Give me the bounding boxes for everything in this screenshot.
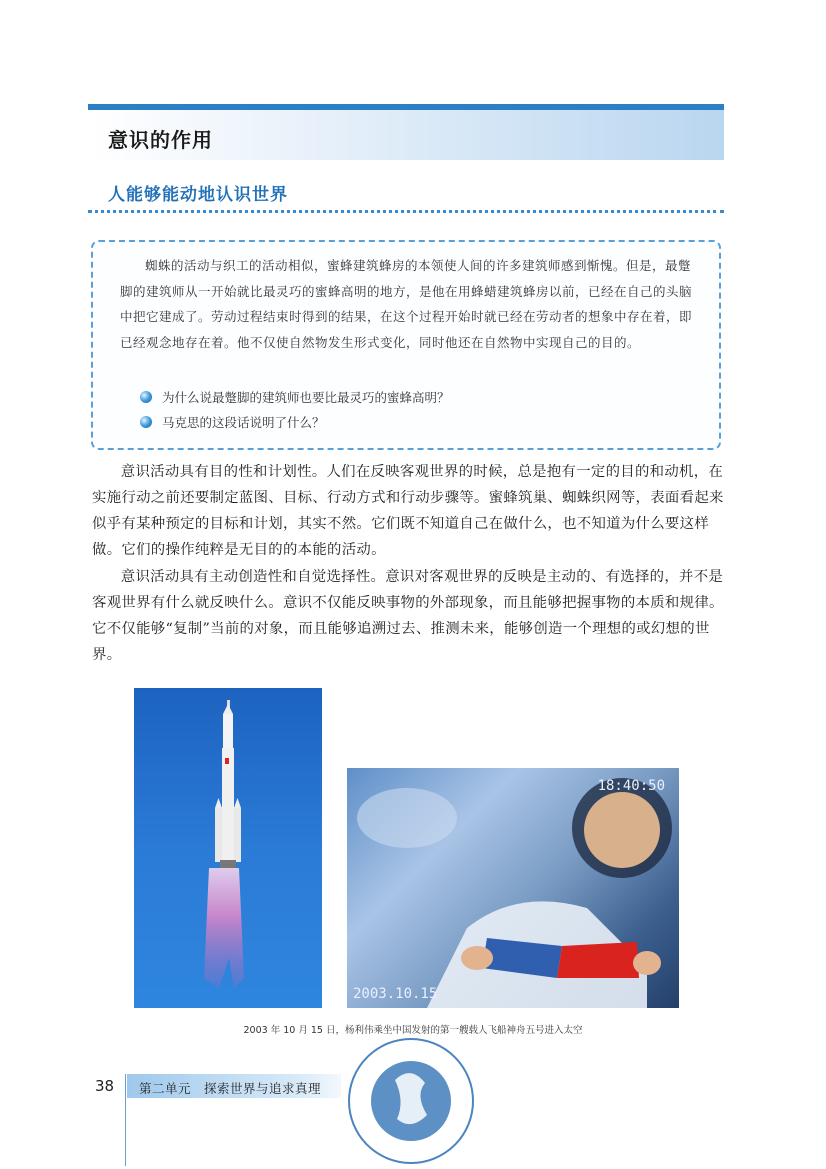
photo-date-stamp: 2003.10.15 xyxy=(353,986,438,1002)
quote-text: 蜘蛛的活动与织工的活动相似，蜜蜂建筑蜂房的本领使人间的许多建筑师感到惭愧。但是，最蹩脚的建筑师从一开始就比最灵巧的蜜蜂高明的地方，是他在用蜂蜡建筑蜂房以前，已经在自己的头脑中把它建成了。劳动过程结束时得到的结果，在这个过程开始时就已经在劳动者的想象中存在着，即已经观念地存在着。他不仅使自然物发生形式变化，同时他还在自然物中实现自己的目的。 xyxy=(120,258,693,350)
rocket-launch-photo xyxy=(134,688,322,1008)
astronaut-photo xyxy=(347,768,679,1008)
question-text: 马克思的这段话说明了什么？ xyxy=(162,415,325,430)
question-item xyxy=(140,412,325,432)
body-paragraph: 意识活动具有主动创造性和自觉选择性。意识对客观世界的反映是主动的、有选择的，并不是客观世界有什么就反映什么。意识不仅能反映事物的外部现象，而且能够把握事物的本质和规律。它不仅能够“复制”当前的对象，而且能够追溯过去、推测未来，能够创造一个理想的或幻想的世界。 xyxy=(92,569,724,663)
section-title: 人能够能动地认识世界 xyxy=(108,185,288,205)
question-text: 为什么说最蹩脚的建筑师也要比最灵巧的蜜蜂高明？ xyxy=(162,390,450,405)
figure-caption: 2003 年 10 月 15 日，杨利伟乘坐中国发射的第一艘载人飞船神舟五号进入太空 xyxy=(243,1025,583,1036)
rocket-illustration xyxy=(134,688,322,1008)
astronaut-illustration xyxy=(347,768,679,1008)
question-item xyxy=(140,387,450,407)
chapter-title: 意识的作用 xyxy=(108,128,213,152)
body-paragraph: 意识活动具有目的性和计划性。人们在反映客观世界的时候，总是抱有一定的目的和动机，在实施行动之前还要制定蓝图、目标、行动方式和行动步骤等。蜜蜂筑巢、蜘蛛织网等，表面看起来似乎有某种预定的目标和计划，其实不然。它们既不知道自己在做什么，也不知道为什么要这样做。它们的操作纯粹是无目的的本能的活动。 xyxy=(92,464,724,558)
unit-label: 第二单元 探索世界与追求真理 xyxy=(139,1081,322,1096)
bullet-icon xyxy=(140,416,152,428)
watermark-seal-icon xyxy=(345,1035,477,1167)
section-divider xyxy=(88,210,724,213)
bullet-icon xyxy=(140,391,152,403)
page-number: 38 xyxy=(95,1077,115,1095)
footer-divider xyxy=(125,1074,126,1166)
photo-timestamp: 18:40:50 xyxy=(597,778,665,794)
